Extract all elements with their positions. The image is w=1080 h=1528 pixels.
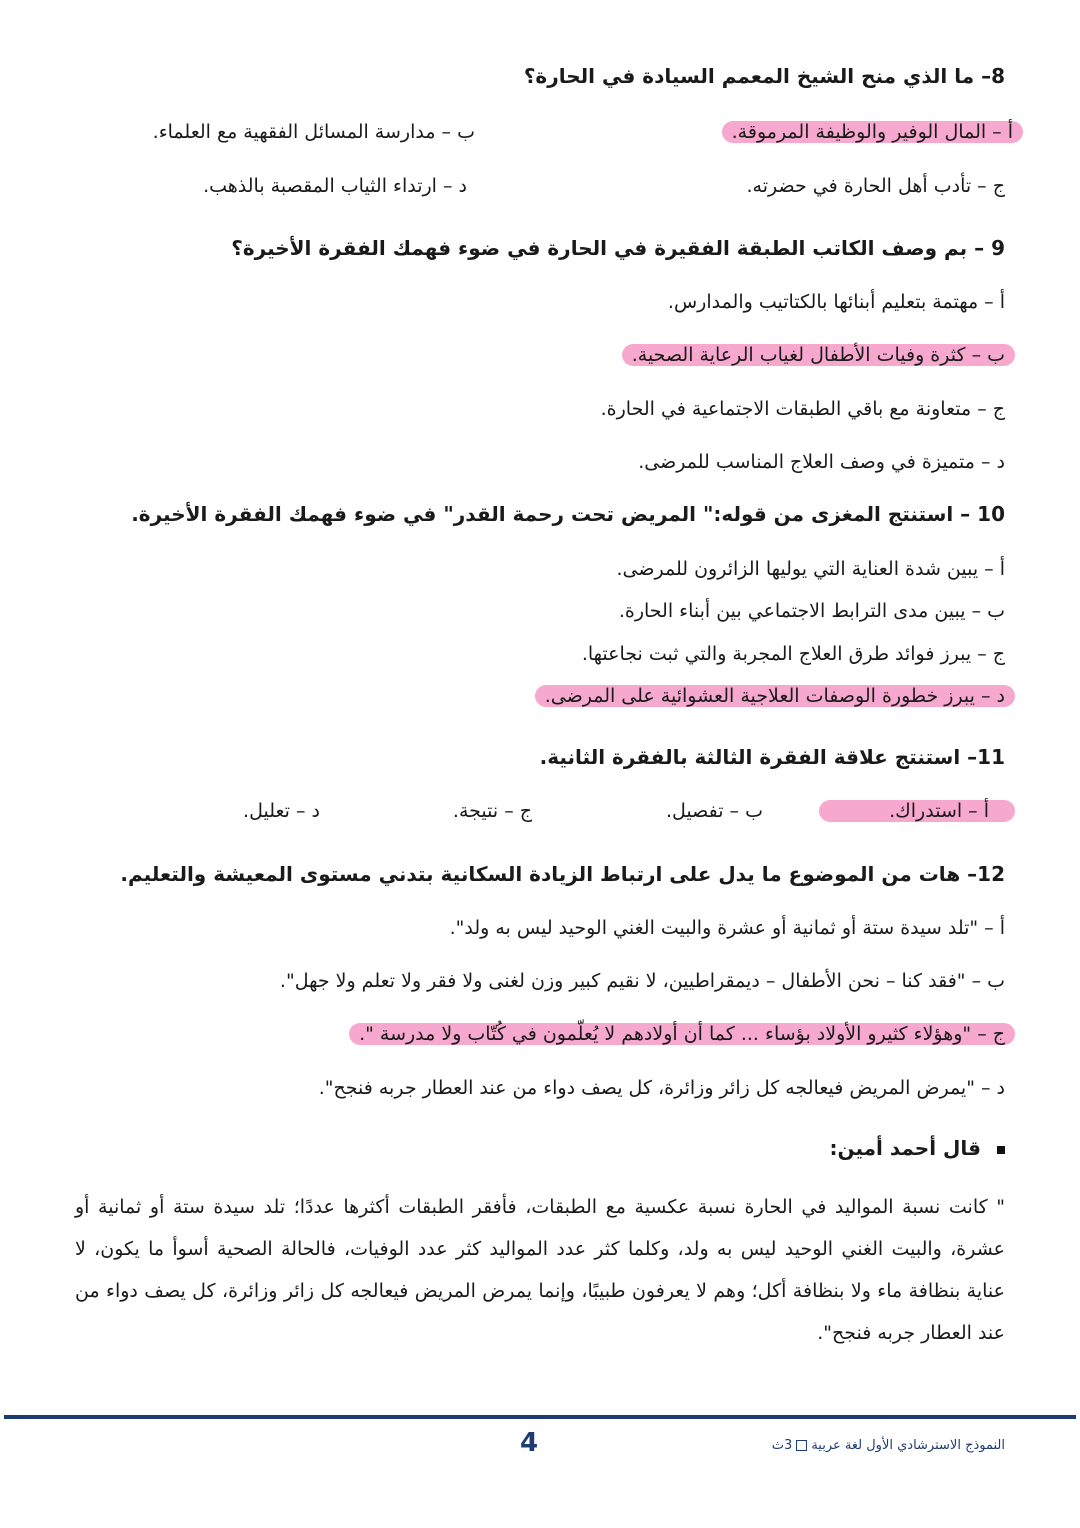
question-8: 8– ما الذي منح الشيخ المعمم السيادة في الحارة؟ [523, 64, 1005, 88]
q12-option-c [349, 1020, 1015, 1048]
q10-option-d [535, 682, 1015, 710]
q12-option-c-text: ج – "وهؤلاء كثيرو الأولاد بؤساء ... كما أن أولادهم لا يُعلّمون في كُتّاب ولا مدرسة ". [349, 1023, 1015, 1045]
quote-paragraph: " كانت نسبة المواليد في الحارة نسبة عكسية مع الطبقات، فأفقر الطبقات أكثرها عددًا؛ تلد سيدة ستة أو ثمانية أو عشرة، والبيت الغني الوحيد ليس به ولد، وكلما كثر عدد المواليد كثر عدد الوفيات، فالحالة الصحية أسوأ ما يكون، لا عناية بنظافة ماء ولا بنظافة أكل؛ وهم لا يعرفون طبيبًا، وإنما يمرض المريض فيعالجه كل زائر وزائرة، كل يصف دواء من عند العطار جربه فنجح". [75, 1196, 1005, 1344]
q10-option-d-text: د – يبرز خطورة الوصفات العلاجية العشوائية على المرضى. [535, 685, 1015, 707]
q12-option-b: ب – "فقد كنا – نحن الأطفال – ديمقراطيين، لا نقيم كبير وزن لغنى ولا فقر ولا تعلم ولا جهل". [279, 970, 1005, 992]
q11-option-b: ب – تفصيل. [665, 800, 763, 822]
q11-option-d: د – تعليل. [243, 800, 320, 822]
square-bullet-icon [997, 1146, 1005, 1154]
q11-option-a-text: أ – استدراك. [819, 800, 1015, 822]
q9-option-c: ج – متعاونة مع باقي الطبقات الاجتماعية في الحارة. [600, 398, 1005, 420]
footer-label [772, 1438, 1005, 1453]
quote-heading-text: قال أحمد أمين: [829, 1136, 981, 1160]
q11-option-a [819, 797, 1015, 825]
footer-divider [4, 1415, 1076, 1419]
question-12: 12– هات من الموضوع ما يدل على ارتباط الزيادة السكانية بتدني مستوى المعيشة والتعليم. [120, 862, 1005, 886]
q9-option-a: أ – مهتمة بتعليم أبنائها بالكتاتيب والمدارس. [667, 291, 1005, 313]
checkbox-square-icon [796, 1440, 807, 1451]
q8-option-d: د – ارتداء الثياب المقصبة بالذهب. [203, 175, 467, 197]
q9-option-b [622, 341, 1015, 369]
question-9: 9 – بم وصف الكاتب الطبقة الفقيرة في الحارة في ضوء فهمك الفقرة الأخيرة؟ [231, 236, 1005, 260]
q10-option-b: ب – يبين مدى الترابط الاجتماعي بين أبناء الحارة. [618, 600, 1005, 622]
q8-option-c: ج – تأدب أهل الحارة في حضرته. [746, 175, 1005, 197]
page-number: 4 [520, 1428, 539, 1458]
q10-option-c: ج – يبرز فوائد طرق العلاج المجربة والتي ثبت نجاعتها. [581, 643, 1005, 665]
question-10: 10 – استنتج المغزى من قوله:" المريض تحت رحمة القدر" في ضوء فهمك الفقرة الأخيرة. [131, 502, 1005, 526]
q10-option-a: أ – يبين شدة العناية التي يوليها الزائرون للمرضى. [616, 558, 1005, 580]
q8-option-b: ب – مدارسة المسائل الفقهية مع العلماء. [152, 121, 475, 143]
footer-grade: 3ث [771, 1438, 793, 1453]
question-11: 11– استنتج علاقة الفقرة الثالثة بالفقرة الثانية. [539, 745, 1005, 769]
q12-option-a: أ – "تلد سيدة ستة أو ثمانية أو عشرة والبيت الغني الوحيد ليس به ولد". [449, 917, 1005, 939]
q9-option-d: د – متميزة في وصف العلاج المناسب للمرضى. [638, 451, 1005, 473]
footer-title: النموذج الاسترشادي الأول لغة عربية [811, 1438, 1005, 1453]
quote-heading [829, 1136, 1005, 1160]
q11-option-c: ج – نتيجة. [452, 800, 532, 822]
q12-option-d: د – "يمرض المريض فيعالجه كل زائر وزائرة، كل يصف دواء من عند العطار جربه فنجح". [318, 1077, 1005, 1099]
q8-option-a [722, 118, 1023, 146]
q8-option-a-text: أ – المال الوفير والوظيفة المرموقة. [722, 121, 1023, 143]
q9-option-b-text: ب – كثرة وفيات الأطفال لغياب الرعاية الصحية. [622, 344, 1015, 366]
